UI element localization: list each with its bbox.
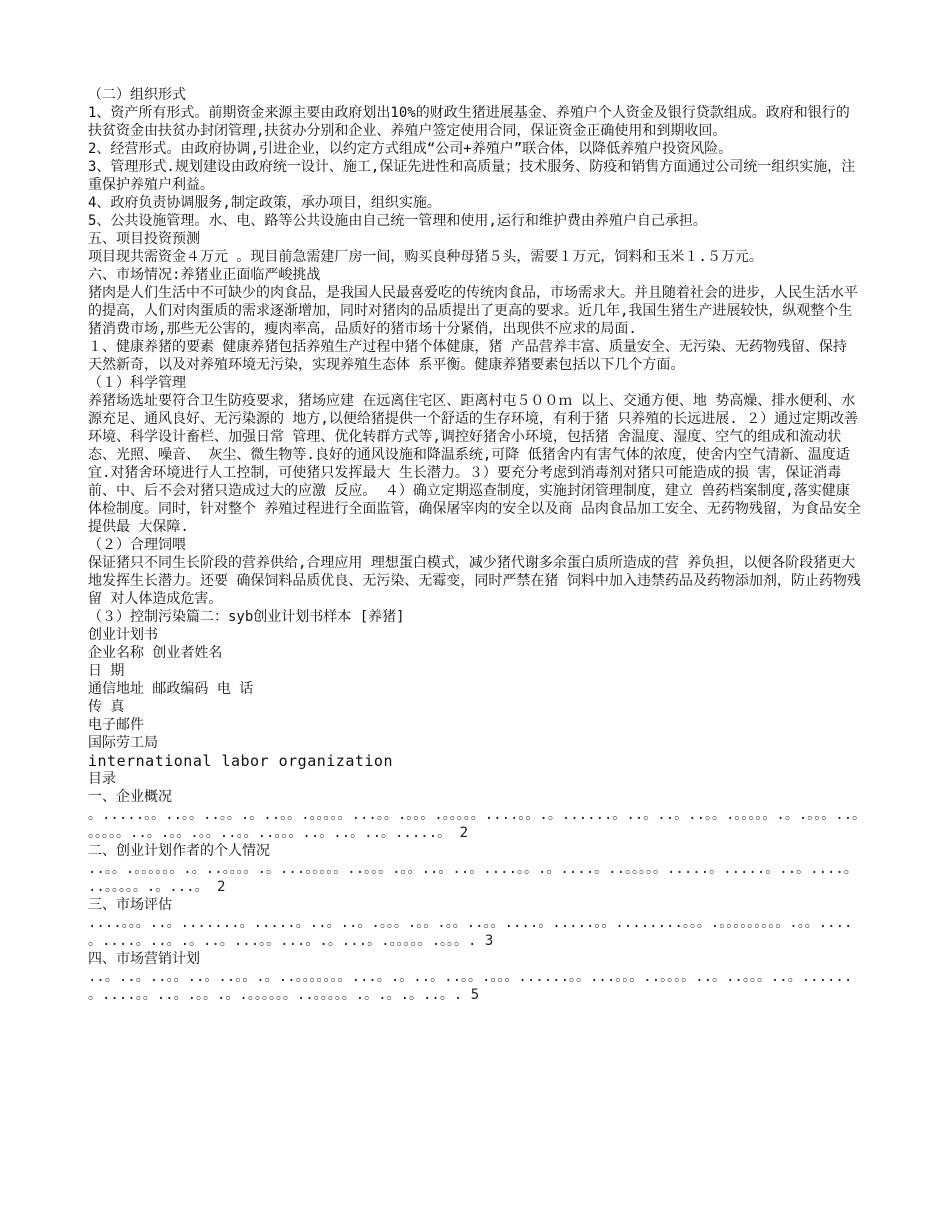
toc-title: 目录	[88, 771, 116, 787]
paragraph: 1、资产所有形式。前期资金来源主要由政府划出10%的财政生猪进展基金、养殖户个人资金及银行贷款组成。政府和银行的扶贫资金由扶贫办封闭管理,扶贫办分别和企业、养殖户签定使用合同，保证资金正确使用和到期收回。	[88, 105, 850, 139]
section-heading: 五、项目投资预测	[88, 231, 200, 247]
paragraph: 2、经营形式。由政府协调,引进企业，以约定方式组成“公司+养殖户”联合体，以降低养殖户投资风险。	[88, 141, 733, 157]
section-heading: 六、市场情况:养猪业正面临严峻挑战	[88, 267, 321, 283]
form-field-line: 电子邮件	[88, 717, 144, 733]
paragraph: 4、政府负责协调服务,制定政策，承办项目，组织实施。	[88, 195, 441, 211]
paragraph: １、健康养猪的要素 健康养猪包括养殖生产过程中猪个体健康，猪 产品营养丰富、质量安全、无污染、无药物残留、保持 天然新奇，以及对养殖环境无污染，实现养殖生态体 系平衡。健康养猪要素包括以下几个方面。	[88, 339, 847, 373]
toc-entry-title: 一、企业概况	[88, 789, 172, 805]
form-field-line: 通信地址 邮政编码 电 话	[88, 681, 254, 697]
paragraph: 项目现共需资金４万元 。现目前急需建厂房一间，购买良种母猪５头，需要１万元，饲料和玉米１.５万元。	[88, 249, 763, 265]
subsection-heading: （１）科学管理	[88, 375, 186, 391]
paragraph: 猪肉是人们生活中不可缺少的肉食品，是我国人民最喜爱吃的传统肉食品，市场需求大。并且随着社会的进步，人民生活水平的提高，人们对肉蛋质的需求逐渐增加，同时对猪肉的品质提出了更高的要求。近几年,我国生猪生产进展较快，纵观整个生猪消费市场,那些无公害的，瘦肉率高，品质好的猪市场十分紧俏，出现供不应求的局面.	[88, 285, 858, 337]
form-field-line: 传 真	[88, 699, 125, 715]
plan-title: 创业计划书	[88, 627, 158, 643]
paragraph: 养猪场选址要符合卫生防疫要求，猪场应建 在远离住宅区、距离村屯５００ｍ 以上、交通方便、地 势高燥、排水便利、水源充足、通风良好、无污染源的 地方,以便给猪提供一个舒适的生存环境，有利于猪 只养殖的长远进展. ２）通过定期改善环境、科学设计畜栏、加强日常 管理、优化转群方式等,调控好猪舍小环境，包括猪 舍温度、湿度、空气的组成和流动状态、光照、噪音、 灰尘、微生物等.良好的通风设施和降温系统,可降 低猪舍内有害气体的浓度，使舍内空气清新、温度适 宜.对猪舍环境进行人工控制，可使猪只发挥最大 生长潜力。３）要充分考虑到消毒剂对猪只可能造成的损 害，保证消毒前、中、后不会对猪只造成过大的应激 反应。 ４）确立定期巡查制度，实施封闭管理制度，建立 兽药档案制度,落实健康体检制度。同时，针对整个 养殖过程进行全面监管，确保屠宰肉的安全以及商 品肉食品加工安全、无药物残留，为食品安全提供最 大保障.	[88, 393, 861, 535]
organization-name: 国际劳工局	[88, 735, 158, 751]
document-page	[88, 86, 863, 1004]
organization-name-english: international labor organization	[88, 752, 393, 770]
paragraph: （３）控制污染篇二：syb创业计划书样本 [养猪]	[88, 609, 405, 625]
toc-leader: ....。。。..。.......。.....。..。..。.。。。.。。.。。..。。....。.....。。........。。。.。。。。。。。。。.。。....。....。..。.。..。...。。...。.。...。.。。。。。.。。。. 3	[88, 915, 853, 949]
toc-leader: ..。..。..。。..。..。。.。..。。。。。。。...。.。..。..。。.。。。......。。...。。。..。。。。..。..。。。..。......。....。。..。.。。.。.。。。。。。..。。。。。.。.。.。..。. 5	[88, 969, 853, 1003]
toc-leader: 。.....。。..。。..。。.。..。。.。。。。。...。。.。。。.。。。。。....。。.。......。..。..。..。。.。。。。。.。.。。。..。。。。。。..。.。。.。。..。。..。。。..。..。..。.....。 2	[88, 807, 860, 841]
paragraph: 5、公共设施管理。水、电、路等公共设施由自己统一管理和使用,运行和维护费由养殖户自己承担。	[88, 213, 707, 229]
subsection-heading: （２）合理饲喂	[88, 537, 186, 553]
section-heading: （二）组织形式	[88, 87, 186, 103]
toc-leader: ..。。.。。。。。。.。..。。。。.。...。。。。。..。。。.。。..。..。....。。.。....。..。。。。。.....。.....。..。....。..。。。。。.。...。 2	[88, 861, 858, 895]
form-field-line: 日 期	[88, 663, 125, 679]
toc-entry-title: 二、创业计划作者的个人情况	[88, 843, 270, 859]
paragraph: 保证猪只不同生长阶段的营养供给,合理应用 理想蛋白模式，减少猪代谢多余蛋白质所造成的营 养负担，以便各阶段猪更大地发挥生长潜力。还要 确保饲料品质优良、无污染、无霉变，同时严禁在猪 饲料中加入违禁药品及药物添加剂，防止药物残留 对人体造成危害。	[88, 555, 861, 607]
toc-entry-title: 四、市场营销计划	[88, 951, 200, 967]
paragraph: 3、管理形式.规划建设由政府统一设计、施工,保证先进性和高质量；技术服务、防疫和销售方面通过公司统一组织实施，注重保护养殖户利益。	[88, 159, 856, 193]
form-field-line: 企业名称 创业者姓名	[88, 645, 223, 661]
toc-entry-title: 三、市场评估	[88, 897, 172, 913]
